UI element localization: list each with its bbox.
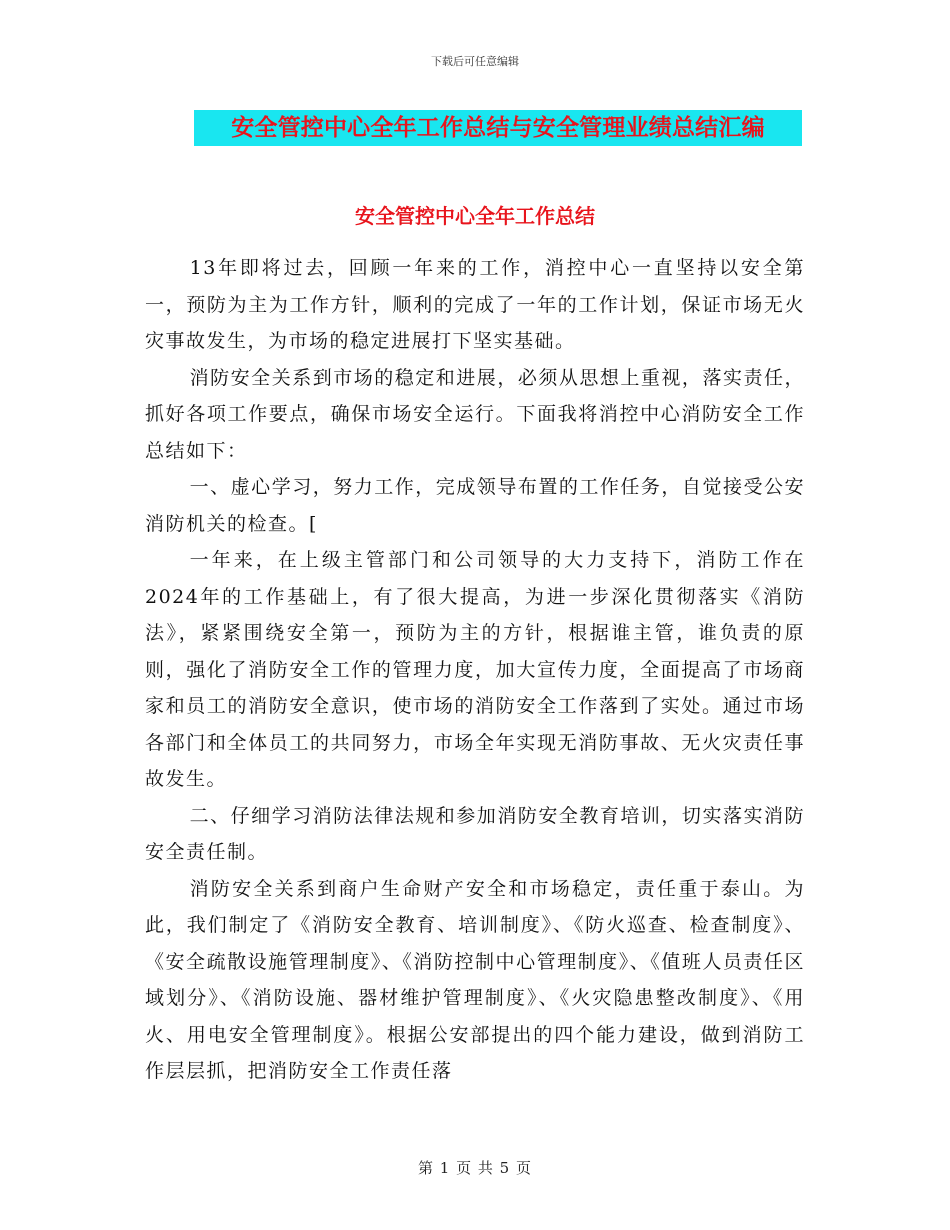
paragraph: 消防安全关系到商户生命财产安全和市场稳定，责任重于泰山。为此，我们制定了《消防安全教育、培训制度》、《防火巡查、检查制度》、《安全疏散设施管理制度》、《消防控制中心管理制度》、《值班人员责任区域划分》、《消防设施、器材维护管理制度》、《火灾隐患整改制度》、《用火、用电安全管理制度》。根据公安部提出的四个能力建设，做到消防工作层层抓，把消防安全工作责任落 bbox=[145, 877, 805, 1082]
paragraph: 一年来，在上级主管部门和公司领导的大力支持下，消防工作在2024年的工作基础上，有了很大提高，为进一步深化贯彻落实《消防法》，紧紧围绕安全第一，预防为主的方针，根据谁主管，谁负责的原则，强化了消防安全工作的管理力度，加大宣传力度，全面提高了市场商家和员工的消防安全意识，使市场的消防安全工作落到了实处。通过市场各部门和全体员工的共同努力，市场全年实现无消防事故、无火灾责任事故发生。 bbox=[145, 549, 805, 790]
document-body bbox=[145, 250, 805, 1090]
paragraph: 二、仔细学习消防法律法规和参加消防安全教育培训，切实落实消防安全责任制。 bbox=[145, 804, 805, 863]
main-title: 安全管控中心全年工作总结与安全管理业绩总结汇编 bbox=[231, 115, 765, 141]
paragraph: 13年即将过去，回顾一年来的工作，消控中心一直坚持以安全第一，预防为主为工作方针，顺利的完成了一年的工作计划，保证市场无火灾事故发生，为市场的稳定进展打下坚实基础。 bbox=[145, 257, 805, 352]
page-footer: 第 1 页 共 5 页 bbox=[418, 1159, 532, 1177]
main-title-highlight bbox=[194, 110, 802, 146]
section-title: 安全管控中心全年工作总结 bbox=[355, 204, 595, 228]
paragraph: 消防安全关系到市场的稳定和进展，必须从思想上重视，落实责任，抓好各项工作要点，确保市场安全运行。下面我将消控中心消防安全工作总结如下： bbox=[145, 366, 805, 462]
paragraph: 一、虚心学习，努力工作，完成领导布置的工作任务，自觉接受公安消防机关的检查。[ bbox=[145, 476, 805, 535]
page-header-note: 下载后可任意编辑 bbox=[431, 55, 519, 68]
